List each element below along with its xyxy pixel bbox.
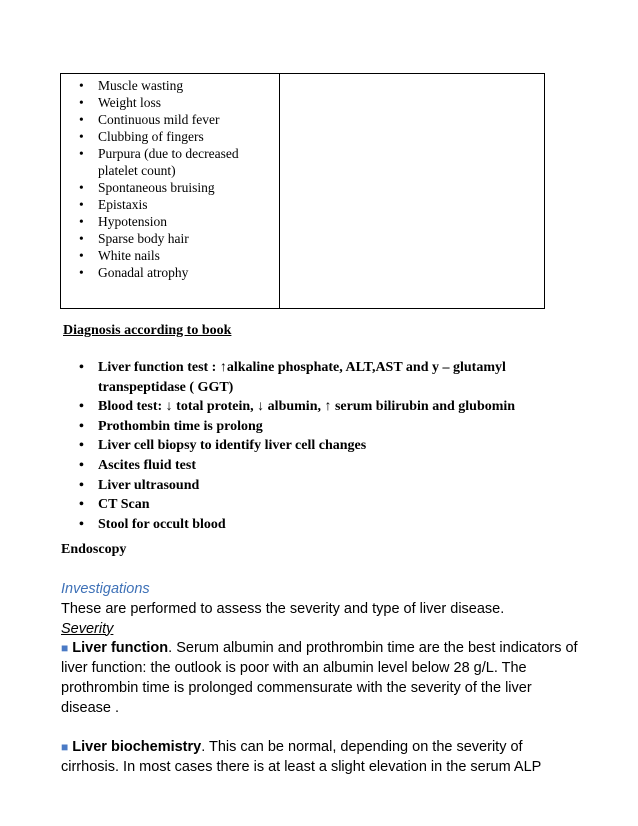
list-item: • Stool for occult blood bbox=[79, 516, 226, 532]
list-item: • Blood test: ↓ total protein, ↓ albumin, ↑ serum bilirubin and glubomin bbox=[79, 399, 516, 415]
severity-subtitle: Severity bbox=[61, 620, 114, 637]
list-item: • Prothombin time is prolong bbox=[79, 418, 263, 434]
square-bullet-icon: ■ bbox=[61, 641, 69, 656]
investigations-section bbox=[61, 580, 581, 778]
table-column-divider bbox=[279, 74, 280, 308]
diagnosis-heading: Diagnosis according to book bbox=[63, 323, 232, 338]
diagnosis-list bbox=[79, 358, 559, 534]
list-item: • White nails bbox=[79, 248, 160, 263]
list-item: • Purpura (due to decreased platelet count) bbox=[79, 146, 239, 178]
paragraph-lead: Liver function bbox=[72, 640, 169, 657]
paragraph-lead: Liver biochemistry bbox=[72, 739, 202, 756]
list-item: • Ascites fluid test bbox=[79, 457, 196, 473]
investigations-intro: These are performed to assess the severity and type of liver disease. bbox=[61, 600, 505, 617]
list-item: • Continuous mild fever bbox=[79, 112, 220, 127]
square-bullet-icon: ■ bbox=[61, 740, 69, 755]
spacer bbox=[61, 719, 581, 739]
symptoms-table bbox=[60, 73, 545, 309]
liver-function-paragraph: ■ Liver function. Serum albumin and prothrombin time are the best indicators of liver function: the outlook is poor with an albumin level below 28 g/L. The prothrombin time is prolonged commensurate with the severity of the liver disease . bbox=[61, 640, 578, 716]
list-item: • Spontaneous bruising bbox=[79, 180, 215, 195]
list-item: • Weight loss bbox=[79, 95, 162, 110]
list-item: • CT Scan bbox=[79, 497, 150, 513]
liver-biochemistry-paragraph: ■ Liver biochemistry. This can be normal, depending on the severity of cirrhosis. In most cases there is at least a slight elevation in the serum ALP bbox=[61, 739, 542, 776]
list-item: • Sparse body hair bbox=[79, 231, 189, 246]
list-item: • Liver function test : ↑alkaline phosphate, ALT,AST and y – glutamyl transpeptidase ( GGT) bbox=[79, 360, 506, 395]
list-item: • Hypotension bbox=[79, 214, 167, 229]
list-item: • Muscle wasting bbox=[79, 78, 184, 93]
list-item: • Liver ultrasound bbox=[79, 477, 200, 493]
symptoms-list bbox=[79, 77, 274, 281]
list-item: • Gonadal atrophy bbox=[79, 265, 189, 280]
endoscopy-heading: Endoscopy bbox=[61, 542, 127, 557]
list-item: • Epistaxis bbox=[79, 197, 148, 212]
investigations-title: Investigations bbox=[61, 581, 150, 597]
list-item: • Clubbing of fingers bbox=[79, 129, 204, 144]
list-item: • Liver cell biopsy to identify liver cell changes bbox=[79, 438, 367, 454]
